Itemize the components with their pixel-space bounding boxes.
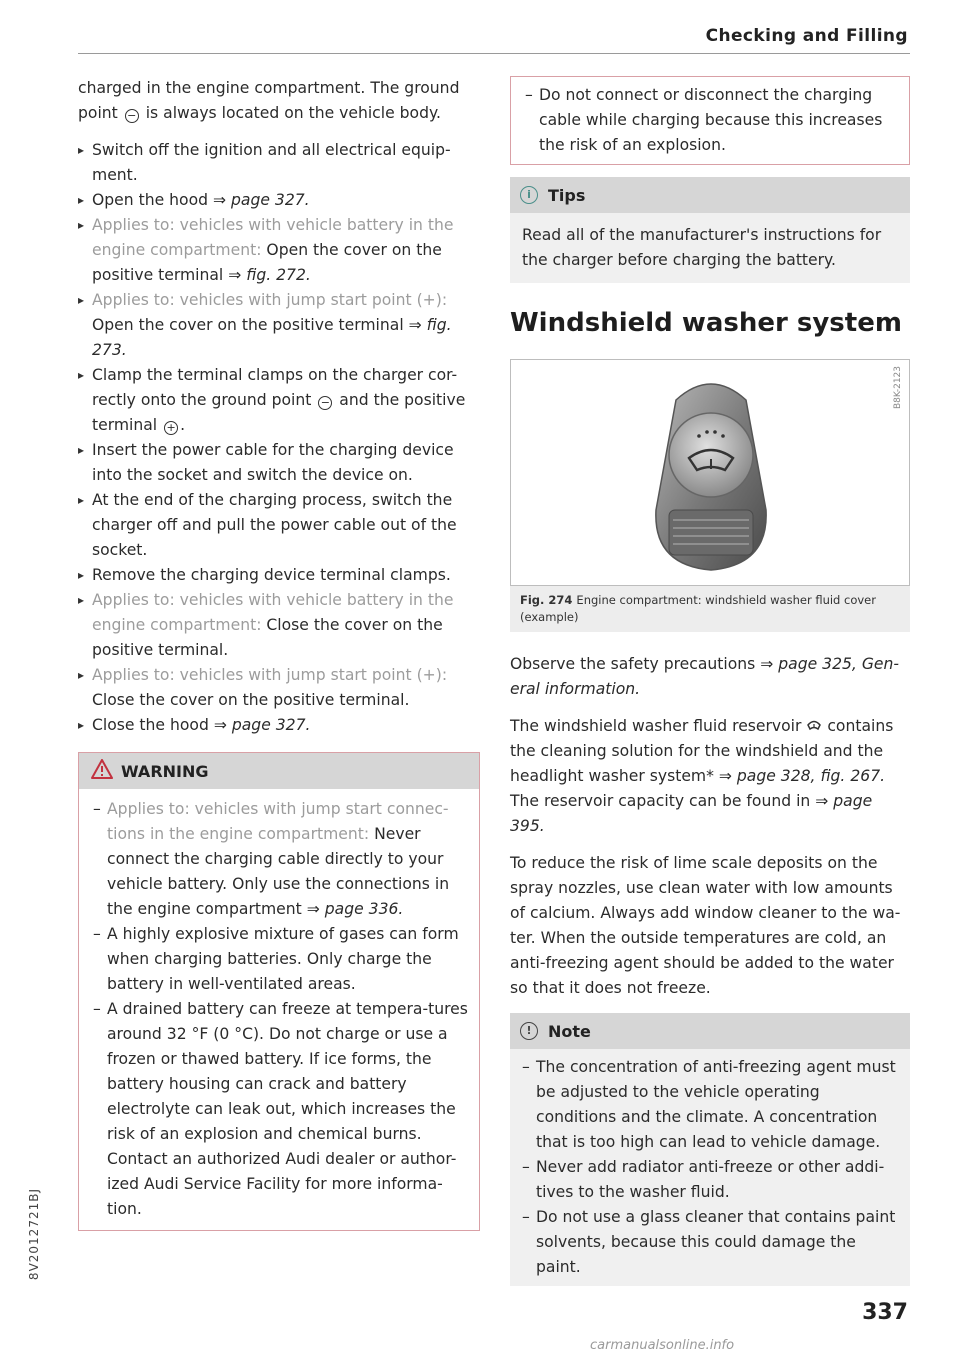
step-item: ▸ Open the hood ⇒ page 327. bbox=[78, 188, 480, 213]
page-number: 337 bbox=[862, 1300, 908, 1325]
warning-item: – A drained battery can freeze at tempera-tures around 32 °F (0 °C). Do not charge or use a frozen or thawed battery. If ice forms, the battery housing can crack and battery electrolyte can leak out, which increases the risk of an explosion and chemical burns. Contact an authorized Audi dealer or author-ized Audi Service Facility for more informa-tion. bbox=[93, 997, 469, 1222]
page-link[interactable]: ⇒ page 336. bbox=[306, 900, 404, 918]
step-item: ▸ Insert the power cable for the charging device into the socket and switch the device on. bbox=[78, 438, 480, 488]
step-item: ▸ Switch off the ignition and all electrical equip-ment. bbox=[78, 138, 480, 188]
info-icon: i bbox=[520, 186, 538, 204]
washer-cover-illustration bbox=[511, 360, 909, 583]
header-divider bbox=[78, 53, 910, 54]
warning-triangle-icon bbox=[91, 759, 113, 783]
step-item: ▸ Applies to: vehicles with vehicle battery in the engine compartment: Open the cover on the positive terminal ⇒ fig. 272. bbox=[78, 213, 480, 288]
figure-link[interactable]: ⇒ fig. 272. bbox=[228, 266, 311, 284]
tips-header bbox=[510, 177, 910, 213]
page-link[interactable]: ⇒ page 395. bbox=[510, 792, 873, 835]
minus-terminal-icon: − bbox=[125, 109, 139, 123]
warning-body bbox=[79, 789, 479, 1230]
step-item: ▸ Applies to: vehicles with jump start point (+): Close the cover on the positive terminal. bbox=[78, 663, 480, 713]
document-code: 8V2012721BJ bbox=[27, 1188, 41, 1281]
figure-washer-cover bbox=[510, 359, 910, 586]
intro-paragraph: charged in the engine compartment. The ground point − is always located on the vehicle body. bbox=[78, 79, 460, 122]
watermark: carmanualsonline.info bbox=[590, 1338, 735, 1353]
note-item: – The concentration of anti-freezing agent must be adjusted to the vehicle operating conditions and the climate. A concentration that is too high can lead to vehicle damage. bbox=[522, 1055, 898, 1155]
figure-number: Fig. 274 bbox=[520, 593, 573, 607]
page-link[interactable]: ⇒ page 328, fig. 267. bbox=[718, 767, 886, 785]
section-title: Windshield washer system bbox=[510, 308, 902, 338]
tips-box bbox=[510, 177, 910, 283]
left-column bbox=[78, 76, 480, 1231]
paragraph: The windshield washer fluid reservoir contains the cleaning solution for the windshield and the headlight washer system* ⇒ page 328, fig. 267. The reservoir capacity can be found in ⇒ page 395. bbox=[510, 717, 894, 835]
tips-label: Tips bbox=[548, 185, 586, 205]
note-box bbox=[510, 1013, 910, 1286]
warning-box bbox=[78, 752, 480, 1231]
step-item: ▸ Close the hood ⇒ page 327. bbox=[78, 713, 480, 738]
tips-body: Read all of the manufacturer's instructions for the charger before charging the battery. bbox=[522, 226, 882, 269]
note-item: – Never add radiator anti-freeze or other addi-tives to the washer fluid. bbox=[522, 1155, 898, 1205]
page-header-title: Checking and Filling bbox=[705, 26, 908, 46]
right-column bbox=[510, 76, 910, 1286]
warning-item: – Applies to: vehicles with jump start connec-tions in the engine compartment: Never connect the charging cable directly to your vehicle battery. Only use the connections in the engine compartment ⇒ page 336. bbox=[93, 797, 469, 922]
step-item: ▸ Clamp the terminal clamps on the charger cor-rectly onto the ground point − and the positive terminal + . bbox=[78, 363, 480, 438]
step-item: ▸ Applies to: vehicles with vehicle battery in the engine compartment: Close the cover on the positive terminal. bbox=[78, 588, 480, 663]
step-item: ▸ Applies to: vehicles with jump start point (+): Open the cover on the positive terminal ⇒ fig. 273. bbox=[78, 288, 480, 363]
step-item: ▸ At the end of the charging process, switch the charger off and pull the power cable out of the socket. bbox=[78, 488, 480, 563]
note-exclamation-icon: ! bbox=[520, 1022, 538, 1040]
figure-link[interactable]: ⇒ fig. 273. bbox=[92, 316, 452, 359]
note-label: Note bbox=[548, 1021, 591, 1041]
warning-item: – Do not connect or disconnect the charging cable while charging because this increases the risk of an explosion. bbox=[525, 83, 899, 158]
figure-caption: Fig. 274 Engine compartment: windshield washer fluid cover (example) bbox=[510, 586, 910, 632]
note-item: – Do not use a glass cleaner that contains paint solvents, because this could damage the paint. bbox=[522, 1205, 898, 1280]
washer-fluid-symbol-icon bbox=[806, 717, 822, 735]
page-link[interactable]: ⇒ page 327. bbox=[213, 716, 311, 734]
minus-terminal-icon: − bbox=[318, 396, 332, 410]
note-header bbox=[510, 1013, 910, 1049]
page-link[interactable]: ⇒ page 327. bbox=[212, 191, 310, 209]
warning-label: WARNING bbox=[121, 761, 209, 781]
note-body bbox=[510, 1049, 910, 1286]
paragraph: Observe the safety precautions ⇒ page 325, Gen-eral information. bbox=[510, 655, 900, 698]
warning-continuation-box bbox=[510, 76, 910, 165]
page-link[interactable]: ⇒ page 325, Gen-eral information. bbox=[510, 655, 900, 698]
paragraph: To reduce the risk of lime scale deposits on the spray nozzles, use clean water with low amounts of calcium. Always add window cleaner to the wa-ter. When the outside temperatures are cold, an anti-freezing agent should be added to the water so that it does not freeze. bbox=[510, 854, 901, 997]
plus-terminal-icon: + bbox=[164, 421, 178, 435]
step-item: ▸ Remove the charging device terminal clamps. bbox=[78, 563, 480, 588]
warning-item: – A highly explosive mixture of gases can form when charging batteries. Only charge the battery in well-ventilated areas. bbox=[93, 922, 469, 997]
figure-code: B8K-2123 bbox=[893, 366, 903, 410]
warning-header bbox=[79, 753, 479, 789]
